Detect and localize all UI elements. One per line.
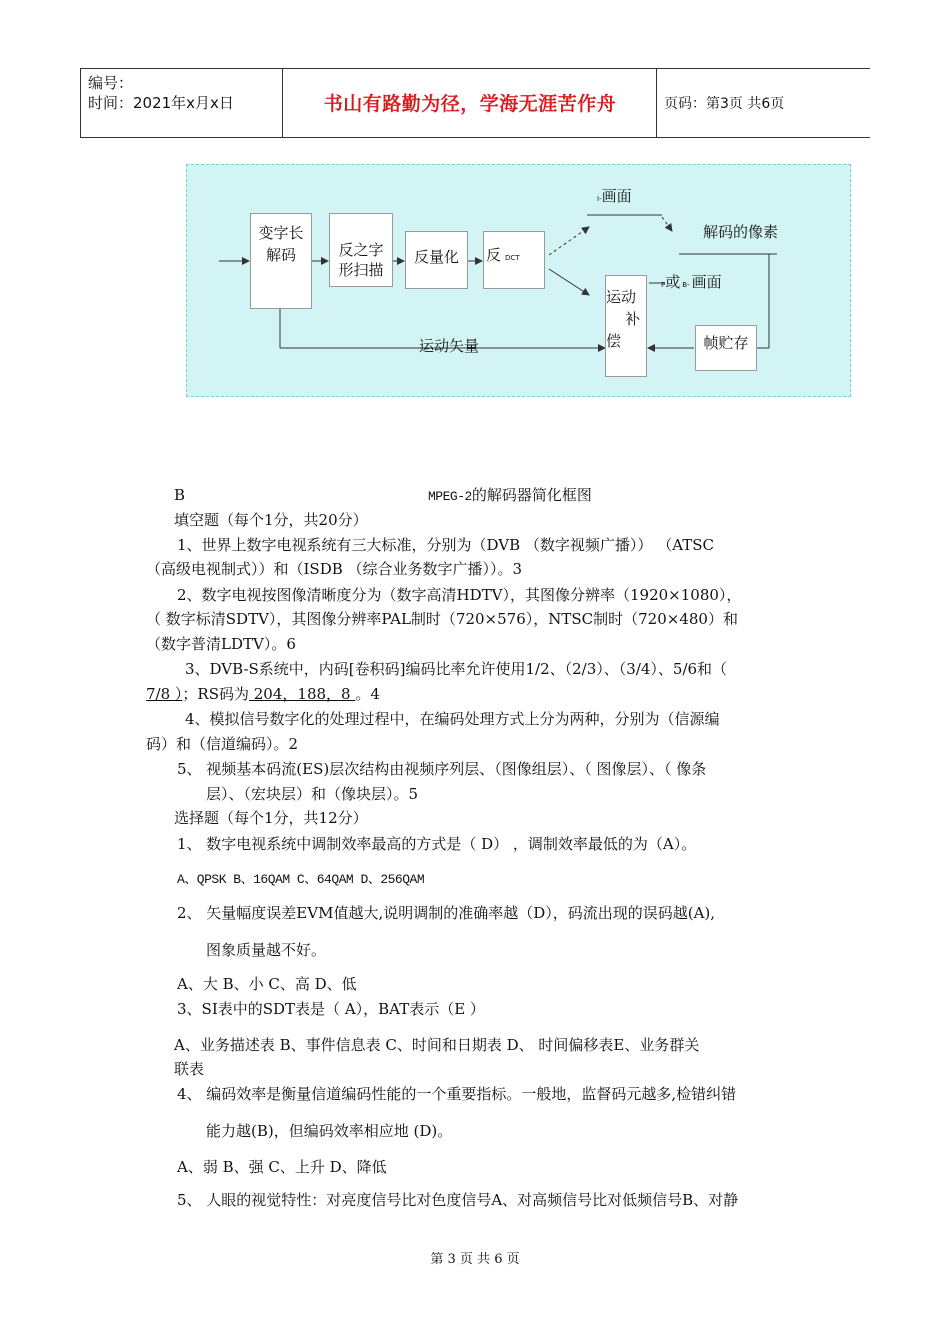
fill-q3-line1: 3、DVB-S系统中，内码[卷积码]编码比率允许使用1/2、（2/3）、（3/4）、5/6和（ [185, 660, 728, 678]
choice-q3-options-line2: 联表 [174, 1060, 205, 1078]
header-date: 时间：2021年x月x日 [88, 94, 234, 112]
fill-q2-line3: （数字普清LDTV）。6 [146, 635, 296, 653]
header-page-info: 页码：第3页 共6页 [664, 96, 785, 112]
page-header [80, 68, 870, 138]
decoder-diagram [186, 164, 851, 397]
i-picture-prefix: I- [597, 195, 602, 203]
fill-section-title: 填空题（每个1分，共20分） [174, 511, 368, 529]
header-motto: 书山有路勤为径，学海无涯苦作舟 [323, 93, 617, 115]
fill-q5-line2: 层）、（宏块层）和（像块层）。5 [206, 785, 419, 803]
fill-q2-line1: 2、数字电视按图像清晰度分为（数字高清HDTV），其图像分辨率（1920×1080）， [177, 586, 742, 604]
fill-q3-line2 [146, 684, 380, 704]
figure-caption-mpeg: MPEG-2 [428, 489, 472, 504]
i-picture-label [597, 185, 632, 206]
inverse-zigzag-label: 反之字 形扫描 [338, 241, 384, 279]
pb-picture-text: 画面 [691, 273, 722, 291]
frame-store-label: 帧贮存 [703, 334, 749, 352]
choice-q3-options-line1: A、业务描述表 B、事件信息表 C、时间和日期表 D、 时间偏移表E、业务群关 [174, 1036, 700, 1054]
idct-block [483, 231, 545, 289]
choice-section-title: 选择题（每个1分，共12分） [174, 809, 368, 827]
motion-vector-label: 运动矢量 [419, 337, 480, 355]
choice-q2-line1: 2、 矢量幅度误差EVM值越大,说明调制的准确率越（D），码流出现的误码越(A), [177, 904, 716, 922]
fill-q3-answer1: 7/8 ） [146, 685, 183, 703]
choice-q2-line2: 图象质量越不好。 [206, 941, 327, 959]
choice-q4-line2: 能力越(B)，但编码效率相应地 (D)。 [206, 1122, 453, 1140]
choice-q1: 1、 数字电视系统中调制效率最高的方式是（ D） ，调制效率最低的为（A）。 [177, 835, 697, 853]
header-divider [656, 69, 657, 137]
header-divider [80, 69, 81, 137]
header-meta [88, 73, 234, 113]
choice-q3: 3、SI表中的SDT表是（ A），BAT表示（E ） [177, 1000, 485, 1018]
figure-letter: B [174, 486, 186, 504]
vlc-decode-block [250, 213, 312, 309]
i-picture-text: 画面 [601, 187, 632, 205]
vlc-decode-label: 变字长 解码 [258, 224, 304, 264]
fill-q4-line1: 4、模拟信号数字化的处理过程中，在编码处理方式上分为两种，分别为（信源编 [185, 710, 720, 728]
fill-q3-end: 。4 [355, 685, 380, 703]
choice-q2-options: A、大 B、小 C、高 D、低 [177, 975, 357, 993]
fill-q3-mid: ；RS码为 [182, 685, 249, 703]
header-divider [282, 69, 283, 137]
dequant-label: 反量化 [413, 248, 459, 266]
pb-picture-or: 或 [665, 273, 681, 291]
dequant-block [405, 231, 468, 289]
choice-q4-options: A、弱 B、强 C、上升 D、降低 [177, 1158, 387, 1176]
choice-q4-line1: 4、 编码效率是衡量信道编码性能的一个重要指标。一般地，监督码元越多,检错纠错 [177, 1085, 737, 1103]
pb-picture-b: B- [682, 281, 690, 289]
motion-comp-block [605, 275, 647, 377]
idct-label [486, 244, 544, 265]
header-number: 编号： [88, 74, 134, 92]
choice-q5: 5、 人眼的视觉特性：对亮度信号比对色度信号A、对高频信号比对低频信号B、对静 [177, 1191, 739, 1209]
motion-comp-label: 运动 补 偿 [606, 288, 641, 350]
choice-q1-options: A、QPSK B、16QAM C、64QAM D、256QAM [177, 872, 425, 887]
fill-q1-line1: 1、世界上数字电视系统有三大标准，分别为（DVB （数字视频广播）） （ATSC [177, 536, 714, 554]
fill-q3-answer2: 204，188，8 [249, 685, 356, 703]
decoded-pixels-label: 解码的像素 [703, 223, 779, 241]
pb-picture-prefix: P [661, 281, 666, 289]
idct-label-sub: DCT [505, 254, 520, 262]
idct-label-main: 反 [486, 246, 502, 264]
page-footer: 第 3 页 共 6 页 [430, 1252, 520, 1267]
frame-store-block [695, 325, 757, 371]
figure-caption-text: 的解码器简化框图 [471, 486, 592, 504]
fill-q4-line2: 码）和（信道编码）。2 [146, 735, 299, 753]
fill-q2-line2: （ 数字标清SDTV），其图像分辨率PAL制时（720×576），NTSC制时（720×480）和 [146, 610, 738, 628]
pb-picture-label [661, 271, 722, 292]
figure-caption [428, 485, 592, 507]
fill-q5-line1: 5、 视频基本码流(ES)层次结构由视频序列层、（图像组层）、（ 图像层）、（ 像条 [177, 760, 707, 778]
inverse-zigzag-block [329, 213, 393, 287]
fill-q1-line2: （高级电视制式））和（ISDB （综合业务数字广播））。3 [146, 560, 523, 578]
